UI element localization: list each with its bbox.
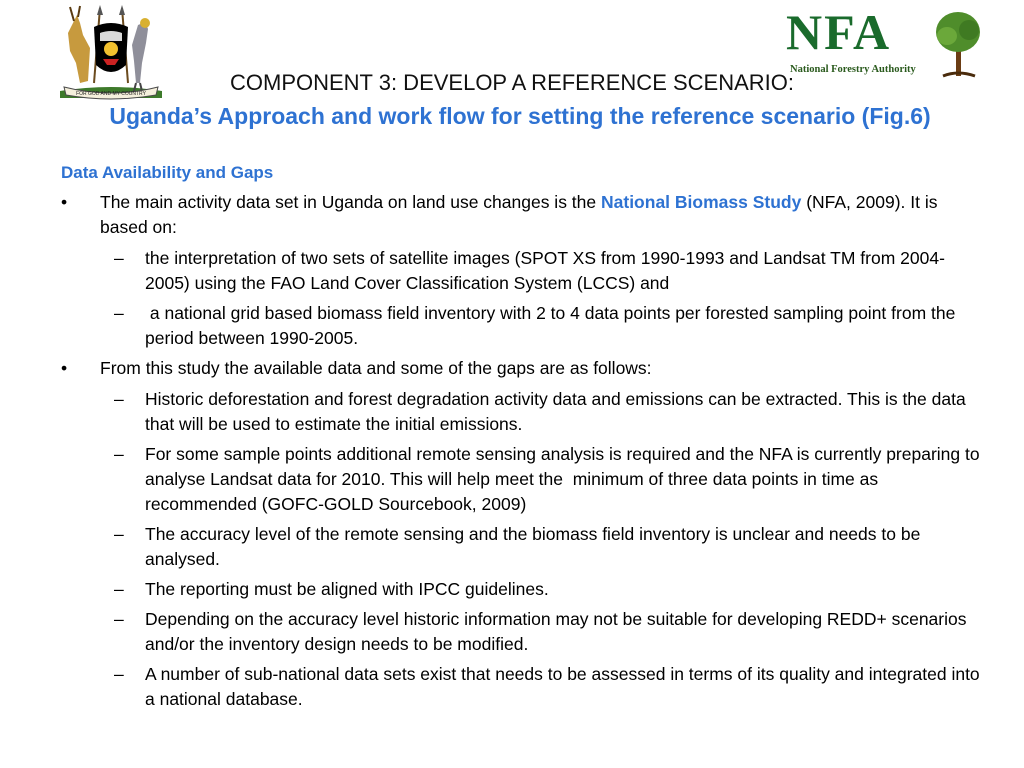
sub-bullet-text: The reporting must be aligned with IPCC guidelines. [145,579,549,599]
sub-bullet-text: For some sample points additional remote sensing analysis is required and the NFA is currently preparing to analyse Landsat data for 2010. This will help meet the minimum of three data points in time as recommended (GOFC-GOLD Sourcebook, 2009) [145,444,985,514]
sub-bullet-text: a national grid based biomass field inventory with 2 to 4 data points per forested sampling point from the period between 1990-2005. [145,303,961,348]
bullet-text-pre: The main activity data set in Uganda on land use changes is the [100,192,601,212]
sub-bullet [61,662,981,712]
sub-bullet [61,607,981,657]
nfa-full-name: National Forestry Authority [790,64,916,75]
dash-icon: – [114,303,124,323]
sub-bullet-text: Depending on the accuracy level historic information may not be suitable for developing REDD+ scenarios and/or the inventory design needs to be modified. [145,609,967,654]
bullet-icon: • [61,358,68,378]
bullet-text: From this study the available data and some of the gaps are as follows: [100,358,652,378]
dash-icon: – [114,524,124,544]
dash-icon: – [114,248,124,268]
sub-bullet [61,442,985,517]
bullet-main-activity-data [61,190,981,240]
sub-bullet-text: Historic deforestation and forest degradation activity data and emissions can be extracted. This is the data that will be used to estimate the initial emissions. [145,389,966,434]
sub-bullet [61,522,981,572]
sub-bullet [61,301,981,351]
slide-title: COMPONENT 3: DEVELOP A REFERENCE SCENARIO: [230,70,794,95]
slide-subtitle: Uganda’s Approach and work flow for setting the reference scenario (Fig.6) [109,103,931,129]
nfa-logo [786,6,986,80]
sub-bullet [61,577,981,602]
sub-bullet [61,246,981,296]
dash-icon: – [114,609,124,629]
slide-body [61,160,985,717]
bullet-icon: • [61,192,68,212]
sub-bullet-text: A number of sub-national data sets exist that needs to be assessed in terms of its quality and integrated into a national database. [145,664,980,709]
bullet-available-data-gaps [61,356,981,381]
dash-icon: – [114,664,124,684]
section-heading: Data Availability and Gaps [61,163,274,182]
nfa-acronym: NFA [786,4,892,60]
coat-motto-text: FOR GOD AND MY COUNTRY [76,91,146,97]
bullet-text-post: (NFA, 2009). It is based on: [100,192,938,237]
dash-icon: – [114,389,124,409]
dash-icon: – [114,579,124,599]
sub-bullet-text: the interpretation of two sets of satellite images (SPOT XS from 1990-1993 and Landsat TM from 2004-2005) using the FAO Land Cover Classification System (LCCS) and [145,248,945,293]
dash-icon: – [114,444,124,464]
national-biomass-study-highlight: National Biomass Study [601,192,802,212]
sub-bullet-text: The accuracy level of the remote sensing and the biomass field inventory is unclear and needs to be analysed. [145,524,921,569]
sub-bullet [61,387,981,437]
